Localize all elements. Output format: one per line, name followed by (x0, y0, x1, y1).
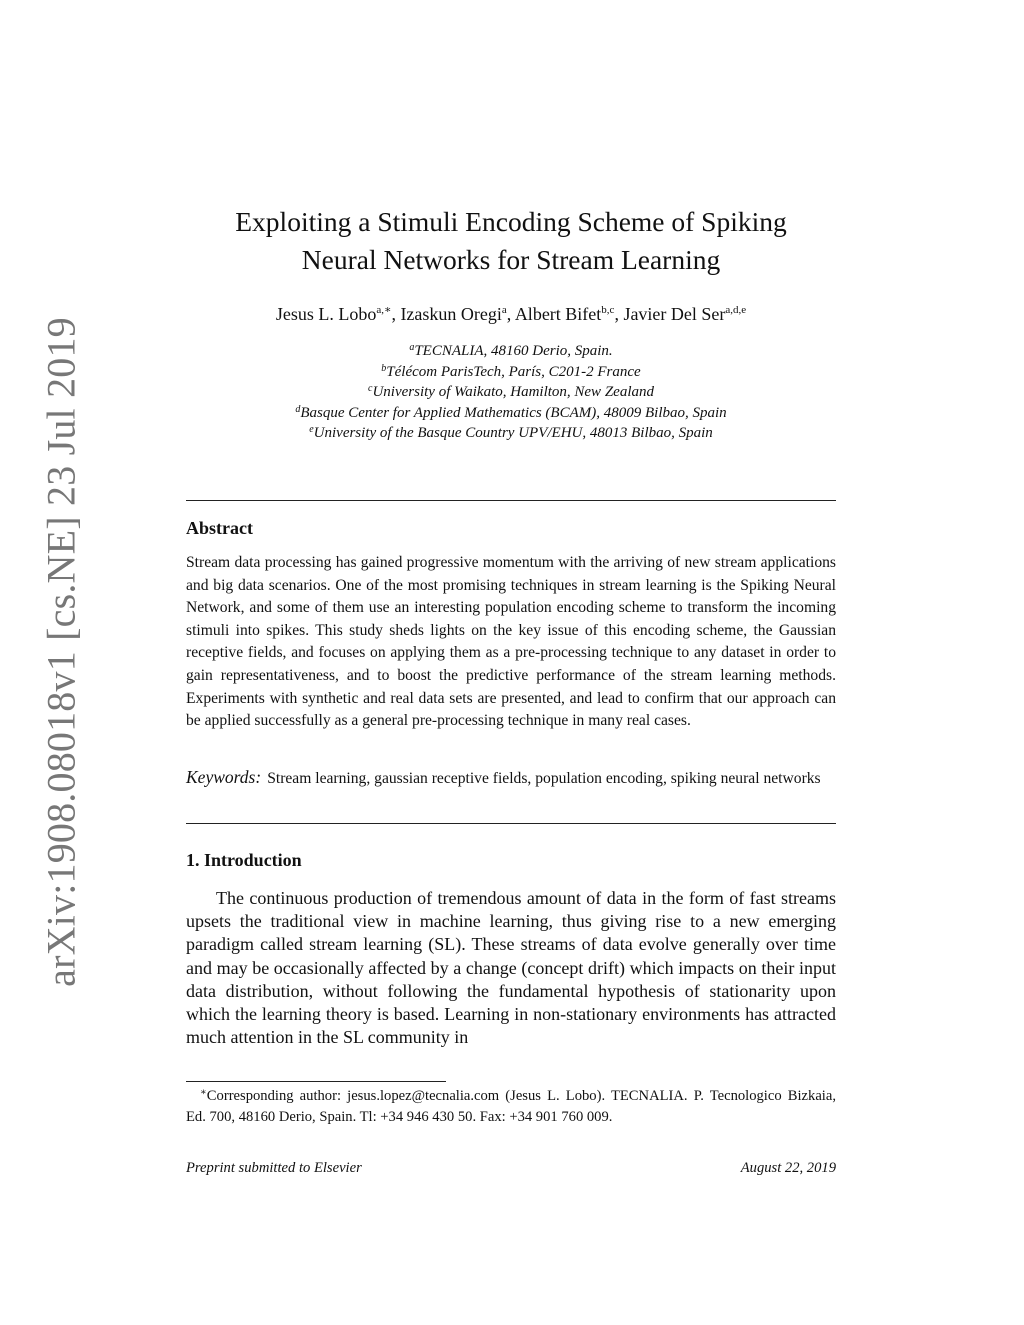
arxiv-stamp: arXiv:1908.08018v1 [cs.NE] 23 Jul 2019 (38, 317, 84, 987)
author-marks: a,∗ (376, 304, 392, 316)
keywords-label: Keywords: (186, 767, 262, 787)
affiliation-list (186, 341, 836, 444)
preprint-date: August 22, 2019 (740, 1160, 836, 1176)
affiliation-text: TECNALIA, 48160 Derio, Spain. (414, 343, 613, 359)
introduction-paragraph: The continuous production of tremendous amount of data in the form of fast streams upsets the traditional view in machine learning, thus giving rise to a new emerging paradigm called stream learning (SL). These streams of data evolve generally over time and may be occasionally affected by a change (concept drift) which impacts on their input data distribution, without following the fundamental hypothesis of stationarity upon which the learning theory is based. Learning in non-stationary environments has attracted much attention in the SL community in (186, 888, 836, 1048)
author-list: Jesus L. Lobo$^{a,∗}$, Izaskun Oregi$^a$, Albert Bifet$^{b,c}$, Javier Del Ser$^{a,d,e}$ (275, 304, 747, 324)
affiliation-mark: d (295, 403, 301, 415)
author-name: Jesus L. Lobo (275, 304, 377, 324)
affiliation-mark: a (409, 342, 415, 353)
footnote (186, 1086, 836, 1128)
affiliation (186, 341, 836, 362)
affiliation (186, 362, 836, 383)
preprint-note: Preprint submitted to Elsevier (186, 1160, 362, 1176)
paper-title (186, 203, 836, 279)
affiliation-text: University of the Basque Country UPV/EHU, 48013 Bilbao, Spain (313, 425, 713, 441)
title-line-1: Exploiting a Stimuli Encoding Scheme of Spiking (235, 206, 787, 237)
author-name: Javier Del Ser (623, 304, 726, 324)
footnote-text: Corresponding author: jesus.lopez@tecnalia.com (Jesus L. Lobo). TECNALIA. P. Tecnologico Bizkaia, Ed. 700, 48160 Derio, Spain. Tl: +34 946 430 50. Fax: +34 901 760 009. (186, 1088, 836, 1125)
abstract-text: Stream data processing has gained progressive momentum with the arriving of new stream applications and big data scenarios. One of the most promising techniques in stream learning is the Spiking Neural Network, and some of them use an interesting population encoding scheme to transform the incoming stimuli into spikes. This study sheds lights on the key issue of this encoding scheme, the Gaussian receptive fields, and focuses on applying them as a pre-processing technique to any dataset in order to gain representativeness, and to boost the predictive performance of the stream learning methods. Experiments with synthetic and real data sets are presented, and lead to confirm that our approach can be applied successfully as a general pre-processing technique in many real cases. (186, 554, 836, 730)
keywords-text: Stream learning, gaussian receptive fields, population encoding, spiking neural networks (267, 770, 821, 787)
author-name: Albert Bifet (514, 304, 602, 324)
footnote-rule (186, 1081, 446, 1082)
affiliation-text: University of Waikato, Hamilton, New Zealand (372, 384, 654, 400)
author-marks: a,d,e (725, 304, 747, 316)
affiliation-text: Basque Center for Applied Mathematics (BCAM), 48009 Bilbao, Spain (300, 404, 727, 421)
title-line-2: Neural Networks for Stream Learning (301, 244, 721, 275)
affiliation (186, 382, 836, 403)
section-heading-introduction: 1. Introduction (186, 850, 302, 870)
abstract-heading: Abstract (186, 518, 253, 538)
affiliation-mark: b (381, 362, 387, 374)
abstract-top-rule (186, 500, 836, 501)
footnote-mark: ∗ (200, 1087, 207, 1098)
affiliation-mark: e (309, 424, 314, 435)
affiliation-mark: c (368, 383, 373, 394)
affiliation-text: Télécom ParisTech, París, C201-2 France (386, 363, 641, 380)
author-marks: b,c (601, 304, 615, 316)
affiliation (186, 403, 836, 424)
author-name: Izaskun Oregi (400, 304, 502, 324)
affiliation (186, 423, 836, 444)
author-marks: a (501, 304, 507, 316)
keywords (186, 766, 836, 791)
abstract-bottom-rule (186, 823, 836, 824)
